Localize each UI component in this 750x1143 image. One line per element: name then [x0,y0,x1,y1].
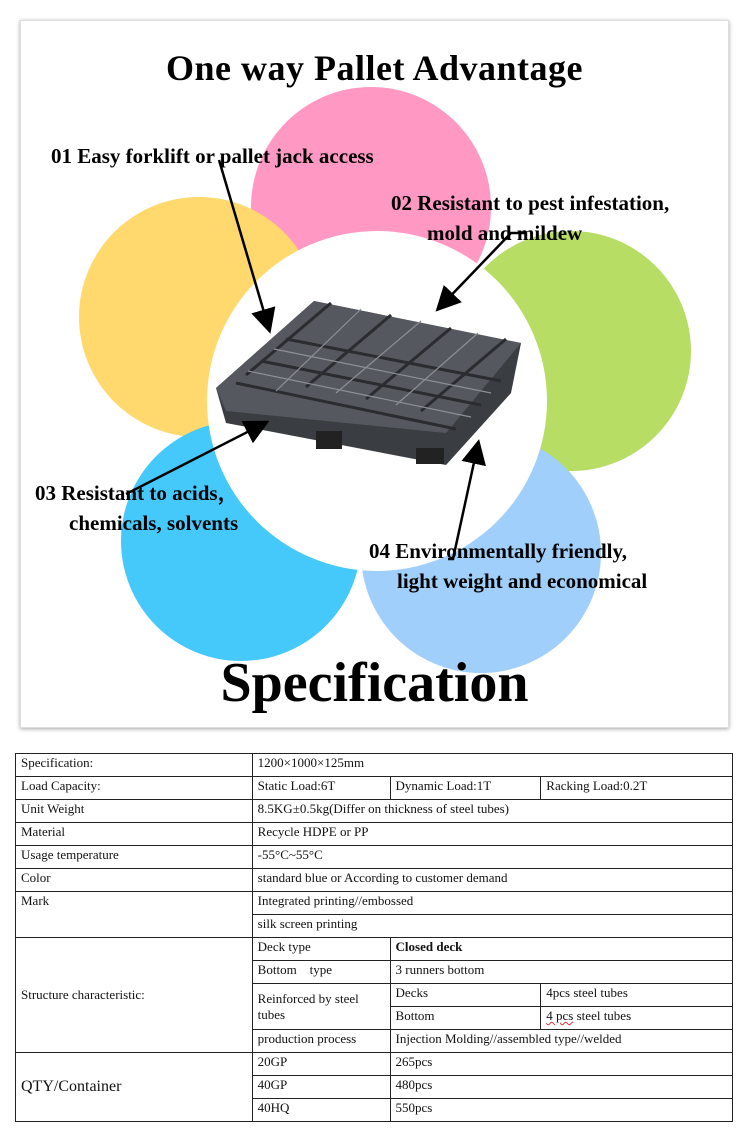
bottom-label: Bottom [390,1007,541,1030]
table-row [16,777,733,800]
table-row [16,823,733,846]
load-label: Load Capacity: [16,777,253,800]
advantage-03-line1: 03 Resistant to acids， [35,481,239,505]
table-row [16,1053,733,1076]
advantage-02-line2: mold and mildew [427,221,583,245]
color-value: standard blue or According to customer demand [252,869,732,892]
dynamic-load: Dynamic Load:1T [390,777,541,800]
table-row [16,754,733,777]
bottom-type-value: 3 runners bottom [390,961,732,984]
advantage-banner [20,20,729,728]
qty-value: 480pcs [390,1076,732,1099]
deck-type-label: Deck type [252,938,390,961]
bottom-type-label: Bottom type [252,961,390,984]
mark-label: Mark [16,892,253,938]
table-row [16,869,733,892]
spec-heading: Specification [220,652,529,714]
reinforced-label: Reinforced by steel tubes [252,984,390,1030]
banner-title: One way Pallet Advantage [166,48,583,88]
qty-label: QTY/Container [16,1053,253,1122]
static-load: Static Load:6T [252,777,390,800]
advantage-04-line2: light weight and economical [397,569,648,593]
structure-label: Structure characteristic: [16,938,253,1053]
qty-container: 20GP [252,1053,390,1076]
bottom-value-rest: steel tubes [573,1008,632,1023]
qty-container: 40GP [252,1076,390,1099]
advantage-01 [51,141,374,171]
mark-value-2: silk screen printing [252,915,732,938]
spec-table [15,753,733,1122]
qty-value: 265pcs [390,1053,732,1076]
temp-value: -55°C~55°C [252,846,732,869]
advantage-01-text: 01 Easy forklift or pallet jack access [51,144,374,168]
advantage-04 [369,536,647,596]
qty-container: 40HQ [252,1099,390,1122]
table-row [16,800,733,823]
advantage-03 [35,478,239,538]
color-label: Color [16,869,253,892]
bottom-value [541,1007,733,1030]
advantage-02 [391,188,669,248]
qty-value: 550pcs [390,1099,732,1122]
racking-load: Racking Load:0.2T [541,777,733,800]
table-row [16,846,733,869]
weight-value: 8.5KG±0.5kg(Differ on thickness of steel tubes) [252,800,732,823]
bottom-value-pcs: 4 pcs [546,1008,574,1023]
weight-label: Unit Weight [16,800,253,823]
table-row [16,938,733,961]
advantage-03-line2: chemicals, solvents [69,511,239,535]
decks-value: 4pcs steel tubes [541,984,733,1007]
production-label: production process [252,1030,390,1053]
spec-value: 1200×1000×125mm [252,754,732,777]
mark-value-1: Integrated printing//embossed [252,892,732,915]
pointer-arrows [21,21,728,727]
table-row [16,892,733,915]
deck-type-value: Closed deck [390,938,732,961]
advantage-04-line1: 04 Environmentally friendly, [369,539,628,563]
production-value: Injection Molding//assembled type//welded [390,1030,732,1053]
advantage-02-line1: 02 Resistant to pest infestation, [391,191,670,215]
temp-label: Usage temperature [16,846,253,869]
material-value: Recycle HDPE or PP [252,823,732,846]
spec-label: Specification: [16,754,253,777]
decks-label: Decks [390,984,541,1007]
material-label: Material [16,823,253,846]
